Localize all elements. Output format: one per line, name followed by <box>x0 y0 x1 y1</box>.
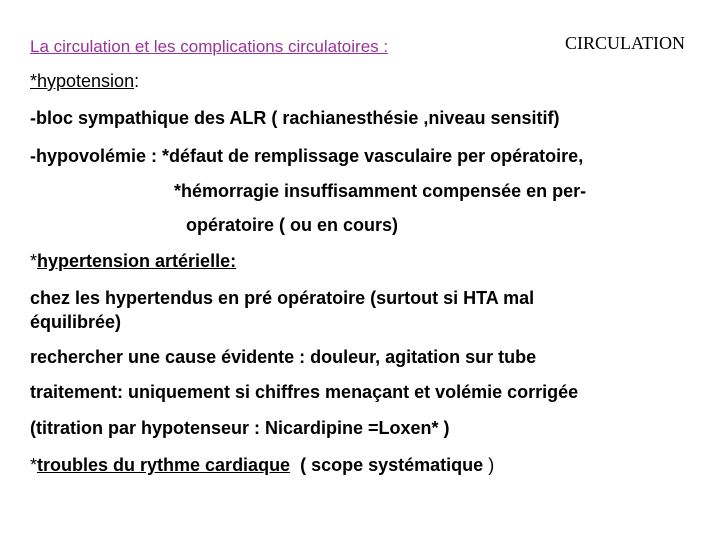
traitement-line: traitement: uniquement si chiffres menaçant et volémie corrigée <box>30 382 579 402</box>
troubles-line <box>30 454 494 476</box>
scope-close: ) <box>488 455 495 475</box>
hypotension-colon: : <box>134 71 140 91</box>
hypertendus-line-1: chez les hypertendus en pré opératoire (surtout si HTA mal <box>30 288 535 308</box>
troubles-heading: troubles du rythme cardiaque <box>37 455 291 475</box>
hypotension-heading: *hypotension <box>30 71 135 91</box>
scope-rest: matique <box>414 455 484 475</box>
hypovolemie-line: -hypovolémie : *défaut de remplissage vasculaire per opératoire, <box>30 146 584 166</box>
hemorragie-line: *hémorragie insuffisamment compensée en per- <box>174 181 587 201</box>
hypertension-heading: hypertension artérielle: <box>37 251 237 271</box>
titration-line: (titration par hypotenseur : Nicardipine =Loxen* ) <box>30 418 450 438</box>
scope-open: ( scope systé <box>300 455 415 475</box>
slide-title: La circulation et les complications circulatoires : <box>30 37 389 56</box>
hypotension-heading-line <box>30 70 139 92</box>
troubles-star: * <box>30 455 38 475</box>
corner-label: CIRCULATION <box>565 33 685 53</box>
hypertension-heading-line <box>30 250 236 272</box>
hypertendus-line-2: équilibrée) <box>30 312 122 332</box>
cause-line: rechercher une cause évidente : douleur, agitation sur tube <box>30 347 537 367</box>
operatoire-line: opératoire ( ou en cours) <box>186 215 399 235</box>
hypertension-star: * <box>30 251 38 271</box>
bloc-line: -bloc sympathique des ALR ( rachianesthésie ,niveau sensitif) <box>30 108 560 128</box>
